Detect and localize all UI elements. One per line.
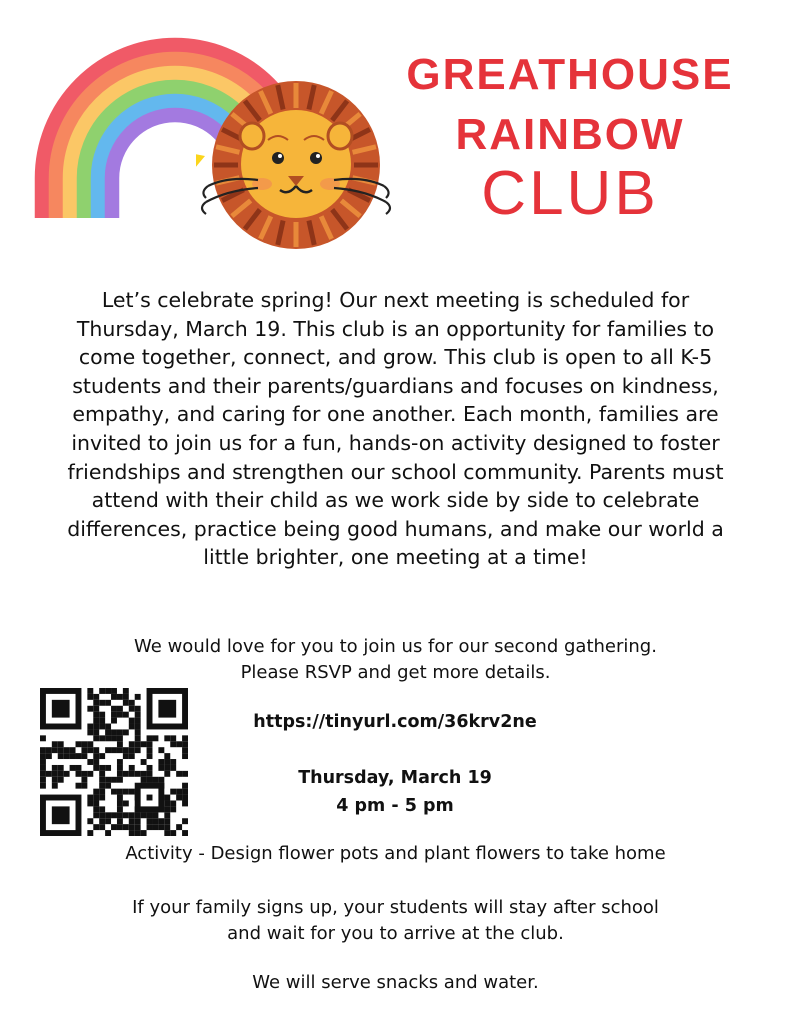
- title-line-2: RAINBOW: [455, 110, 685, 159]
- rsvp-line-1: We would love for you to join us for our second gathering.: [134, 636, 657, 657]
- rsvp-link[interactable]: https://tinyurl.com/36krv2ne: [253, 712, 537, 732]
- lion-illustration: [196, 78, 426, 258]
- activity-text: Activity - Design flower pots and plant flowers to take home: [125, 843, 666, 864]
- intro-paragraph: Let’s celebrate spring! Our next meeting is scheduled for Thursday, March 19. This club is an opportunity for families to come together, connect, and grow. This club is open to all K-5 students and their parents/guardians and focuses on kindness, empathy, and caring for one another. Each month, families are invited to join us for a fun, hands-on activity designed to foster friendships and strengthen our school community. Parents must attend with their child as we work side by side to celebrate differences, practice being good humans, and make our world a little brighter, one meeting at a time!: [67, 288, 724, 570]
- event-datetime: [200, 764, 590, 820]
- signup-line-1: If your family signs up, your students will stay after school: [132, 897, 659, 918]
- title-line-1: GREATHOUSE: [406, 50, 734, 99]
- event-time: 4 pm - 5 pm: [336, 796, 454, 816]
- signup-line-2: and wait for you to arrive at the club.: [227, 923, 564, 944]
- event-date: Thursday, March 19: [298, 768, 492, 788]
- title-line-3: CLUB: [481, 159, 659, 228]
- snacks-note: We will serve snacks and water.: [252, 972, 539, 993]
- star-icon: [196, 140, 205, 184]
- rsvp-invitation: [0, 634, 791, 686]
- signup-note: [0, 895, 791, 947]
- qr-code[interactable]: [40, 688, 188, 836]
- rsvp-line-2: Please RSVP and get more details.: [240, 662, 551, 683]
